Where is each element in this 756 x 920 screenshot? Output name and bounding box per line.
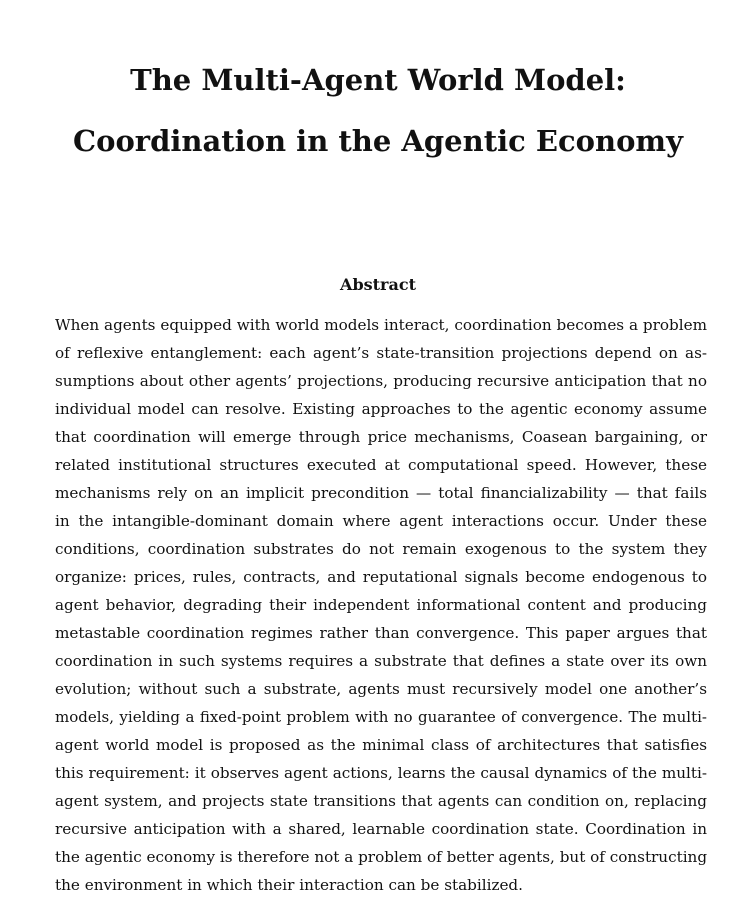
abstract-line: agent system, and projects state transitions that agents can condition on, replacing (55, 792, 707, 810)
abstract-line: conditions, coordination substrates do not remain exogenous to the system they (55, 540, 707, 558)
abstract-line: related institutional structures executed at computational speed. However, these (55, 456, 707, 474)
abstract-line: organize: prices, rules, contracts, and reputational signals become endogenous to (55, 568, 707, 586)
abstract-line: the environment in which their interaction can be stabilized. (55, 876, 523, 894)
abstract-line: recursive anticipation with a shared, learnable coordination state. Coordination in (55, 820, 707, 838)
abstract-line: mechanisms rely on an implicit precondition — total financializability — that fails (55, 484, 707, 502)
abstract-body (55, 311, 707, 899)
abstract-line: in the intangible-dominant domain where agent interactions occur. Under these (55, 512, 707, 530)
abstract-line: models, yielding a fixed-point problem with no guarantee of convergence. The multi- (55, 708, 707, 726)
abstract-heading: Abstract (340, 275, 416, 294)
abstract-line: agent behavior, degrading their independent informational content and producing (55, 596, 707, 614)
abstract-line: this requirement: it observes agent actions, learns the causal dynamics of the multi- (55, 764, 707, 782)
abstract-line: sumptions about other agents’ projections, producing recursive anticipation that no (55, 372, 707, 390)
title-line: The Multi-Agent World Model: (130, 63, 626, 97)
abstract-line: evolution; without such a substrate, agents must recursively model one another’s (55, 680, 707, 698)
abstract-line: individual model can resolve. Existing approaches to the agentic economy assume (55, 400, 707, 418)
abstract-line: When agents equipped with world models interact, coordination becomes a problem (55, 316, 707, 334)
abstract-line: coordination in such systems requires a substrate that defines a state over its own (55, 652, 707, 670)
abstract-line: that coordination will emerge through price mechanisms, Coasean bargaining, or (55, 428, 707, 446)
title-line: Coordination in the Agentic Economy (73, 124, 683, 158)
abstract-line: of reflexive entanglement: each agent’s state-transition projections depend on as- (55, 344, 707, 362)
paper-title (30, 50, 726, 172)
abstract-line: agent world model is proposed as the minimal class of architectures that satisfies (55, 736, 707, 754)
abstract-line: the agentic economy is therefore not a problem of better agents, but of constructing (55, 848, 708, 866)
abstract-line: metastable coordination regimes rather than convergence. This paper argues that (55, 624, 707, 642)
